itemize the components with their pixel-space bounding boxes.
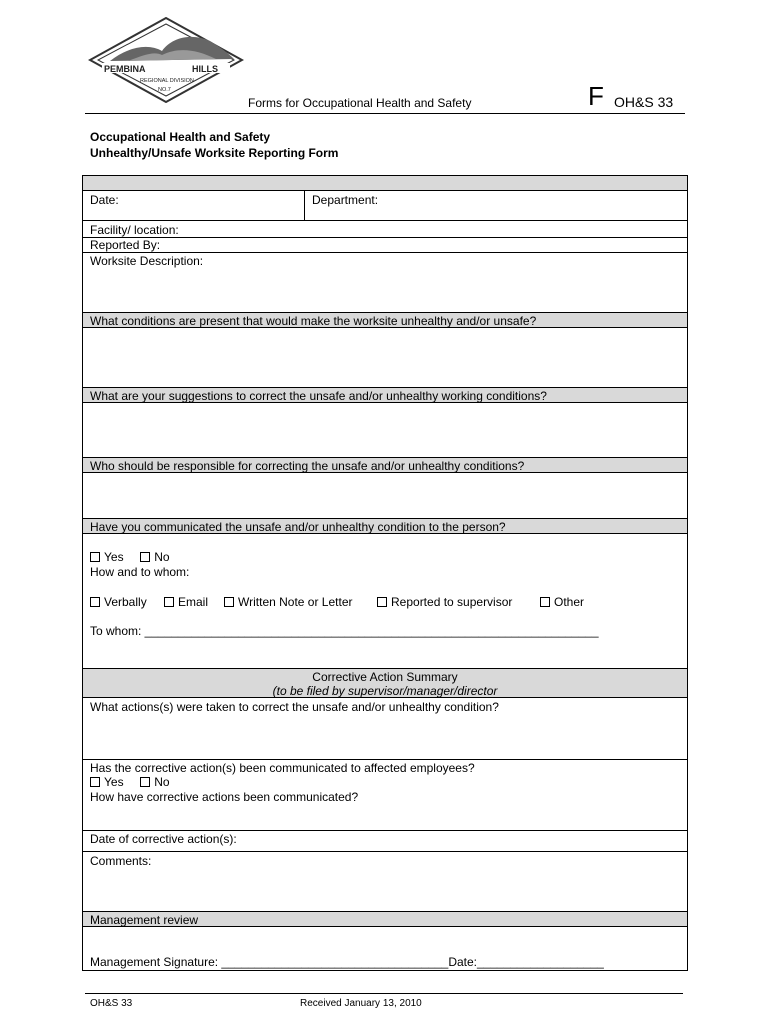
- verbally-label: Verbally: [104, 595, 147, 609]
- question-conditions: What conditions are present that would make the worksite unhealthy and/or unsafe?: [90, 314, 537, 328]
- checkbox-other[interactable]: [540, 597, 550, 607]
- department-label: Department:: [312, 193, 379, 207]
- email-label: Email: [178, 595, 209, 609]
- question-responsible: Who should be responsible for correcting the unsafe and/or unhealthy conditions?: [90, 459, 525, 473]
- footer-form-code: OH&S 33: [90, 998, 133, 1009]
- form-title-line1: Occupational Health and Safety: [90, 130, 271, 144]
- checkbox-no-2[interactable]: [140, 777, 150, 787]
- checkbox-no[interactable]: [140, 552, 150, 562]
- logo-text-pembina: PEMBINA: [104, 64, 146, 74]
- actions-taken-field[interactable]: [83, 715, 687, 758]
- worksite-description-label: Worksite Description:: [90, 254, 204, 268]
- corrective-summary-title: Corrective Action Summary: [312, 670, 458, 684]
- reported-supervisor-label: Reported to supervisor: [391, 595, 513, 609]
- checkbox-yes[interactable]: [90, 552, 100, 562]
- question-suggestions: What are your suggestions to correct the unsafe and/or unhealthy working conditions?: [90, 389, 547, 403]
- to-whom-field[interactable]: To whom: ____________________________________________________________________: [90, 624, 599, 638]
- header-rule: [85, 113, 685, 114]
- management-signature-field[interactable]: Management Signature: __________________________________Date:___________________: [90, 955, 604, 969]
- question-how-communicated: How have corrective actions been communicated?: [90, 790, 359, 804]
- header-subtitle: Forms for Occupational Health and Safety: [248, 96, 472, 110]
- checkbox-reported-supervisor[interactable]: [377, 597, 387, 607]
- worksite-description-field[interactable]: [83, 268, 687, 312]
- no-label-2: No: [154, 775, 170, 789]
- question-communicated: Have you communicated the unsafe and/or unhealthy condition to the person?: [90, 520, 506, 534]
- checkbox-verbally[interactable]: [90, 597, 100, 607]
- facility-label: Facility/ location:: [90, 223, 179, 237]
- reported-by-label: Reported By:: [90, 238, 161, 252]
- responsible-field[interactable]: [83, 474, 687, 518]
- school-division-logo: [88, 17, 244, 103]
- corrective-summary-subtitle: (to be filed by supervisor/manager/director: [272, 684, 498, 698]
- written-note-label: Written Note or Letter: [238, 595, 353, 609]
- conditions-field[interactable]: [83, 329, 687, 387]
- checkbox-written-note[interactable]: [224, 597, 234, 607]
- footer-rule: [85, 993, 683, 994]
- logo-text-number: NO.7: [158, 87, 171, 93]
- suggestions-field[interactable]: [83, 404, 687, 457]
- form-letter: F: [588, 81, 604, 111]
- comments-field[interactable]: [83, 868, 687, 910]
- other-label: Other: [554, 595, 585, 609]
- date-corrective-actions-label: Date of corrective action(s):: [90, 832, 237, 846]
- comments-label: Comments:: [90, 854, 152, 868]
- yes-label-2: Yes: [104, 775, 124, 789]
- how-to-whom-label: How and to whom:: [90, 565, 190, 579]
- footer-received-date: Received January 13, 2010: [300, 998, 422, 1009]
- department-field[interactable]: [305, 191, 687, 220]
- date-label: Date:: [90, 193, 119, 207]
- logo-text-hills: HILLS: [192, 64, 218, 74]
- form-code: OH&S 33: [614, 94, 674, 110]
- question-communicated-employees: Has the corrective action(s) been communicated to affected employees?: [90, 761, 475, 775]
- checkbox-email[interactable]: [164, 597, 174, 607]
- question-actions-taken: What actions(s) were taken to correct the unsafe and/or unhealthy condition?: [90, 700, 499, 714]
- date-field[interactable]: [83, 191, 303, 220]
- logo-text-division: REGIONAL DIVISION: [140, 78, 194, 84]
- yes-label: Yes: [104, 550, 124, 564]
- top-shaded-bar: [82, 175, 688, 191]
- form-title-line2: Unhealthy/Unsafe Worksite Reporting Form: [90, 146, 339, 160]
- management-review-label: Management review: [90, 913, 199, 927]
- checkbox-yes-2[interactable]: [90, 777, 100, 787]
- no-label: No: [154, 550, 170, 564]
